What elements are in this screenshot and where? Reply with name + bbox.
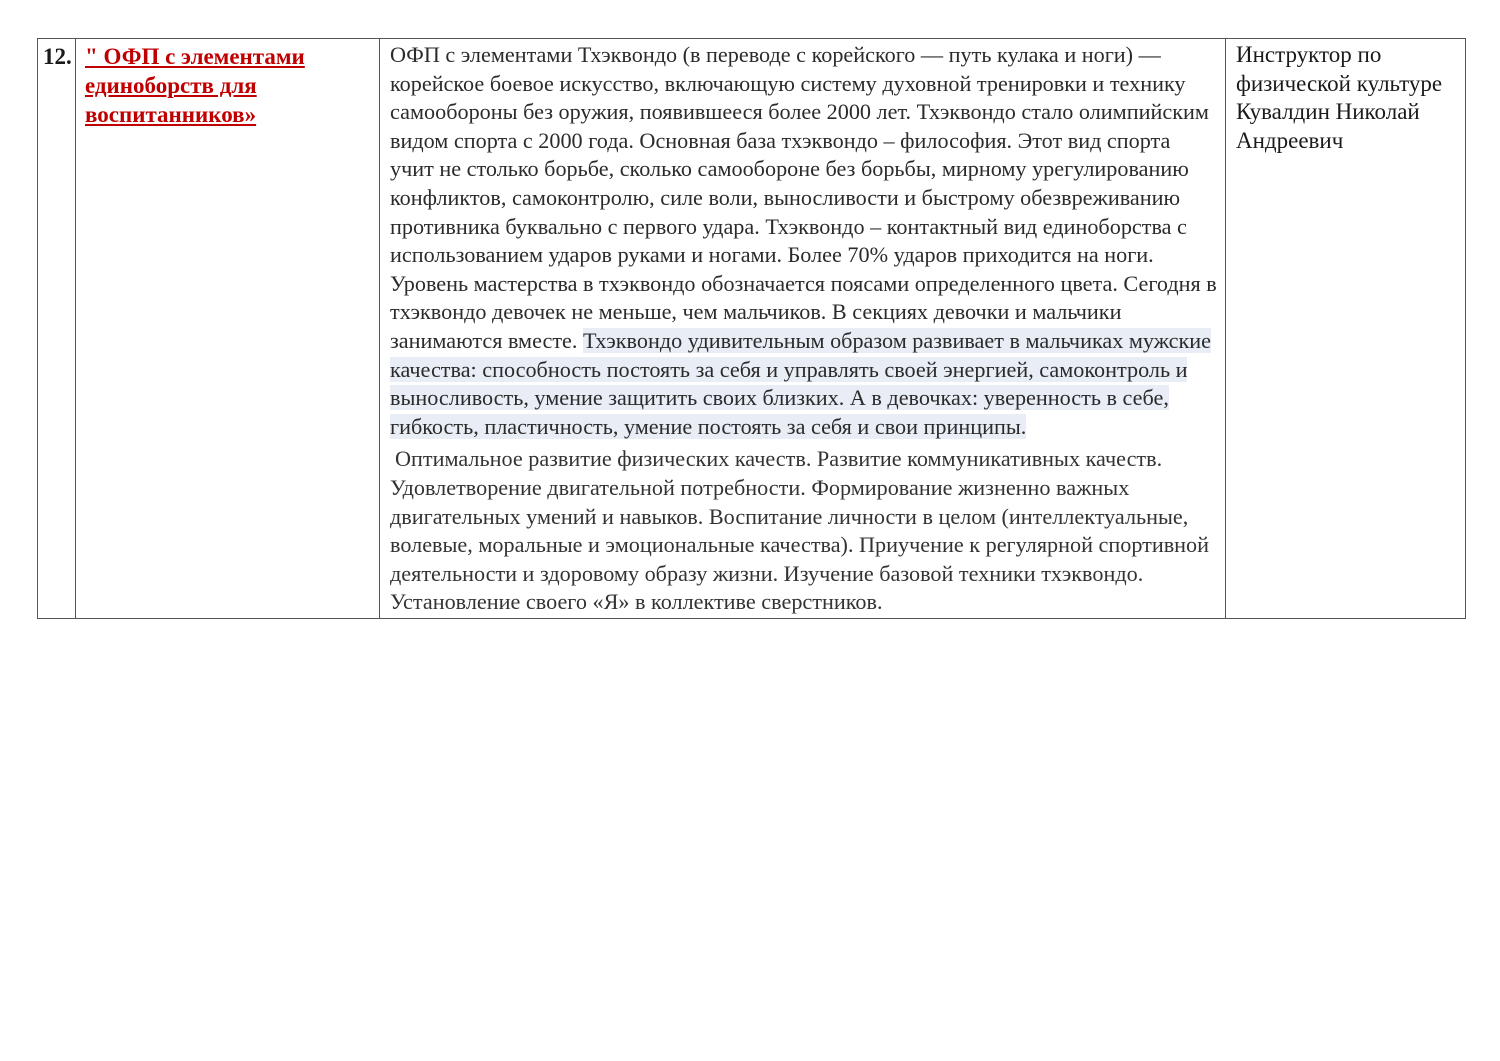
description	[380, 39, 1225, 618]
author-text: Инструктор по физической культуре Кувалдин Николай Андреевич	[1236, 42, 1443, 153]
description-highlighted-text: Тхэквондо удивительным образом развивает в мальчиках мужские качества: способность постоять за себя и управлять своей энергией, самоконтроль и выносливость, умение защитить своих близких. А в девочках: уверенность в себе, гибкость, пластичность, умение постоять за себя и свои принципы.	[390, 327, 1212, 439]
row-number: 12.	[43, 44, 72, 69]
program-table	[37, 38, 1466, 619]
title-cell	[76, 39, 380, 619]
description-paragraph-2: Оптимальное развитие физических качеств. Развитие коммуникативных качеств. Удовлетворение двигательной потребности. Формирование жизненно важных двигательных умений и навыков. Воспитание личности в целом (интеллектуальные, волевые, моральные и эмоциональные качества). Приучение к регулярной спортивной деятельности и здоровому образу жизни. Изучение базовой техники тхэквондо. Установление своего «Я» в коллективе сверстников.	[390, 446, 1210, 615]
table-row	[38, 39, 1466, 619]
description-plain-text: ОФП с элементами Тхэквондо (в переводе с корейского — путь кулака и ноги) — корейское боевое искусство, включающую систему духовной тренировки и технику самообороны без оружия, появившееся более 2000 лет. Тхэквондо стало олимпийским видом спорта с 2000 года. Основная база тхэквондо – философия. Этот вид спорта учит не столько борьбе, сколько самообороне без борьбы, мирному урегулированию конфликтов, самоконтролю, силе воли, выносливости и быстрому обезвреживанию противника буквально с первого удара. Тхэквондо – контактный вид единоборства с использованием ударов руками и ногами. Более 70% ударов приходится на ноги. Уровень мастерства в тхэквондо обозначается поясами определенного цвета. Сегодня в тхэквондо девочек не меньше, чем мальчиков. В секциях девочки и мальчики занимаются вместе.	[390, 42, 1217, 353]
description-cell	[380, 39, 1226, 619]
author-cell	[1226, 39, 1466, 619]
number-cell	[38, 39, 76, 619]
description-paragraph-1	[390, 41, 1219, 441]
program-title-link[interactable]: " ОФП с элементами единоборств для воспитанников»	[85, 44, 305, 127]
